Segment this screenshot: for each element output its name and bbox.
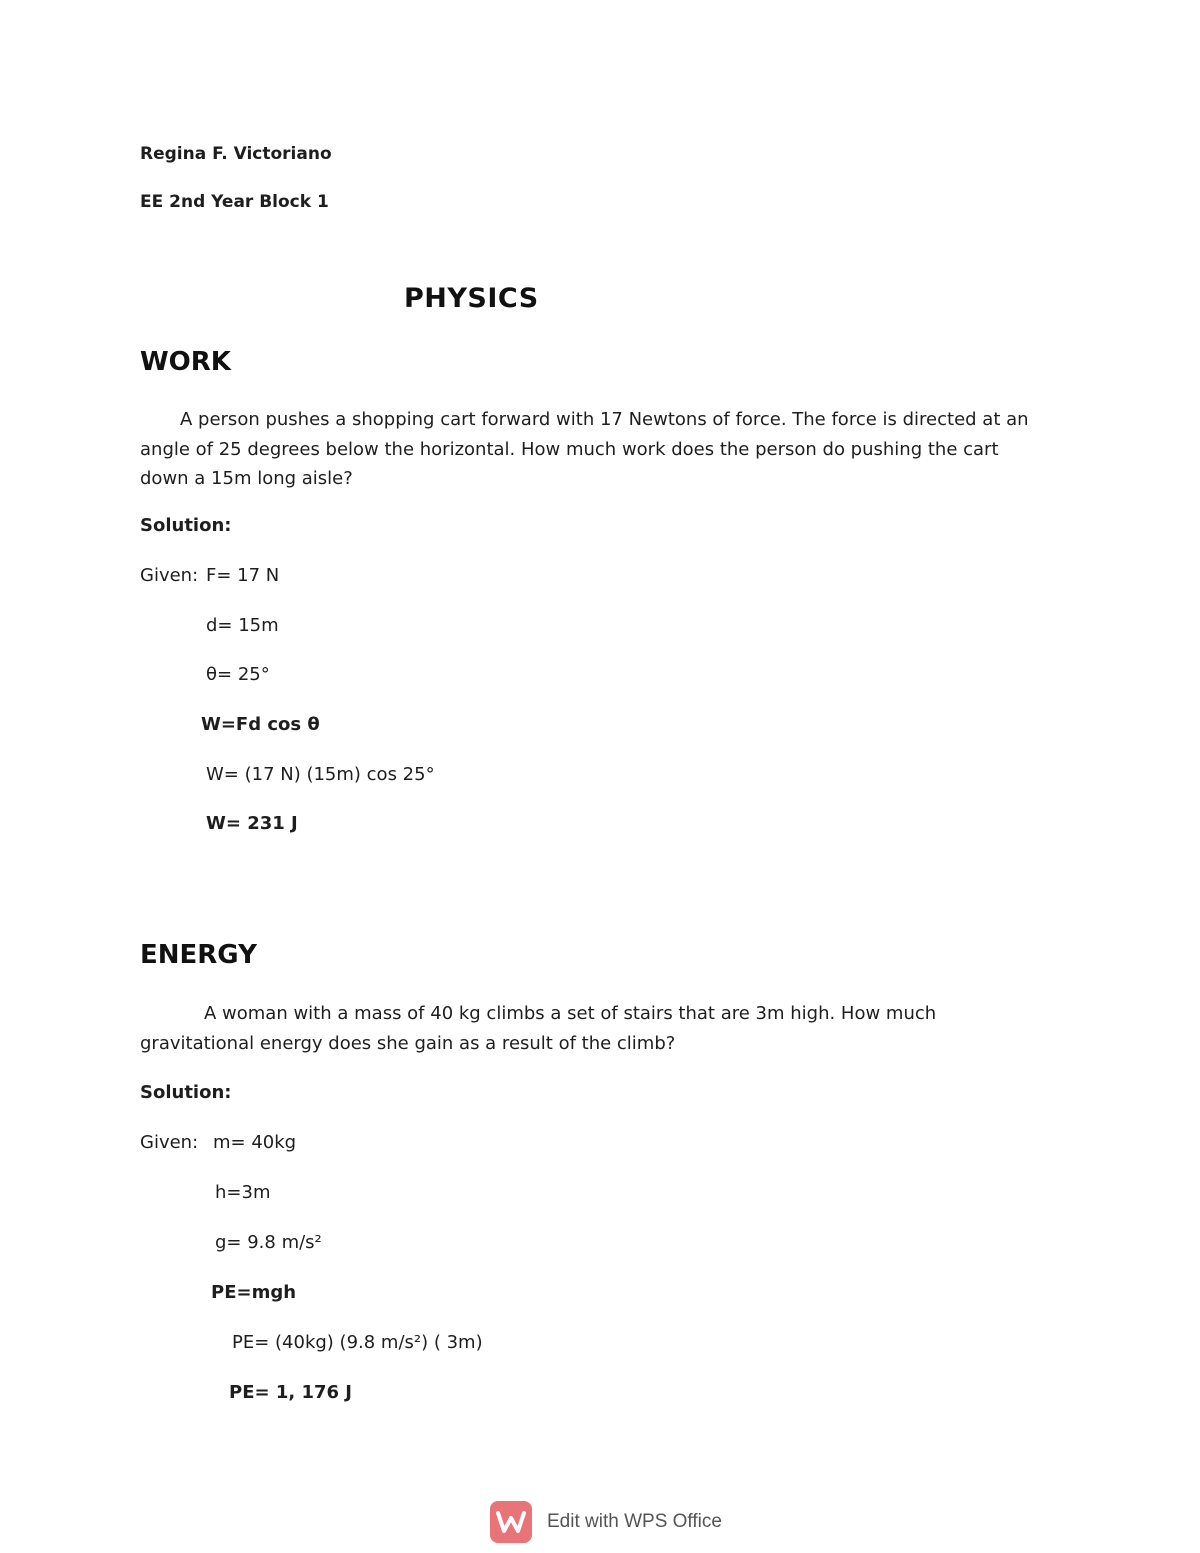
work-given-label: Given: (140, 565, 199, 586)
work-given-force: F= 17 N (206, 565, 280, 586)
work-given-distance: d= 15m (206, 615, 279, 636)
wps-w-icon (490, 1501, 532, 1543)
work-heading: WORK (140, 347, 231, 377)
page-title: PHYSICS (404, 283, 539, 314)
energy-solution-label: Solution: (140, 1082, 232, 1103)
energy-problem: A woman with a mass of 40 kg climbs a set of stairs that are 3m high. How much gravitational energy does she gain as a result of the climb? (140, 1003, 937, 1054)
energy-formula: PE=mgh (211, 1282, 297, 1303)
energy-given-mass: m= 40kg (213, 1132, 297, 1153)
work-problem: A person pushes a shopping cart forward with 17 Newtons of force. The force is directed at an angle of 25 degrees below the horizontal. How much work does the person do pushing the cart down a 15m long aisle? (140, 409, 1029, 489)
course-block: EE 2nd Year Block 1 (140, 192, 329, 212)
wps-edit-badge[interactable] (490, 1501, 722, 1543)
energy-given-height: h=3m (215, 1182, 271, 1203)
author-name: Regina F. Victoriano (140, 144, 332, 164)
energy-substitution: PE= (40kg) (9.8 m/s²) ( 3m) (232, 1332, 483, 1353)
work-substitution: W= (17 N) (15m) cos 25° (206, 764, 435, 785)
work-given-angle: θ= 25° (206, 664, 270, 685)
work-formula: W=Fd cos θ (201, 714, 320, 735)
work-solution-label: Solution: (140, 515, 232, 536)
wps-edit-label[interactable]: Edit with WPS Office (547, 1511, 722, 1532)
energy-answer: PE= 1, 176 J (229, 1382, 353, 1403)
energy-heading: ENERGY (140, 940, 257, 970)
energy-given-gravity: g= 9.8 m/s² (215, 1232, 322, 1253)
work-answer: W= 231 J (206, 813, 298, 834)
energy-given-label: Given: (140, 1132, 199, 1153)
